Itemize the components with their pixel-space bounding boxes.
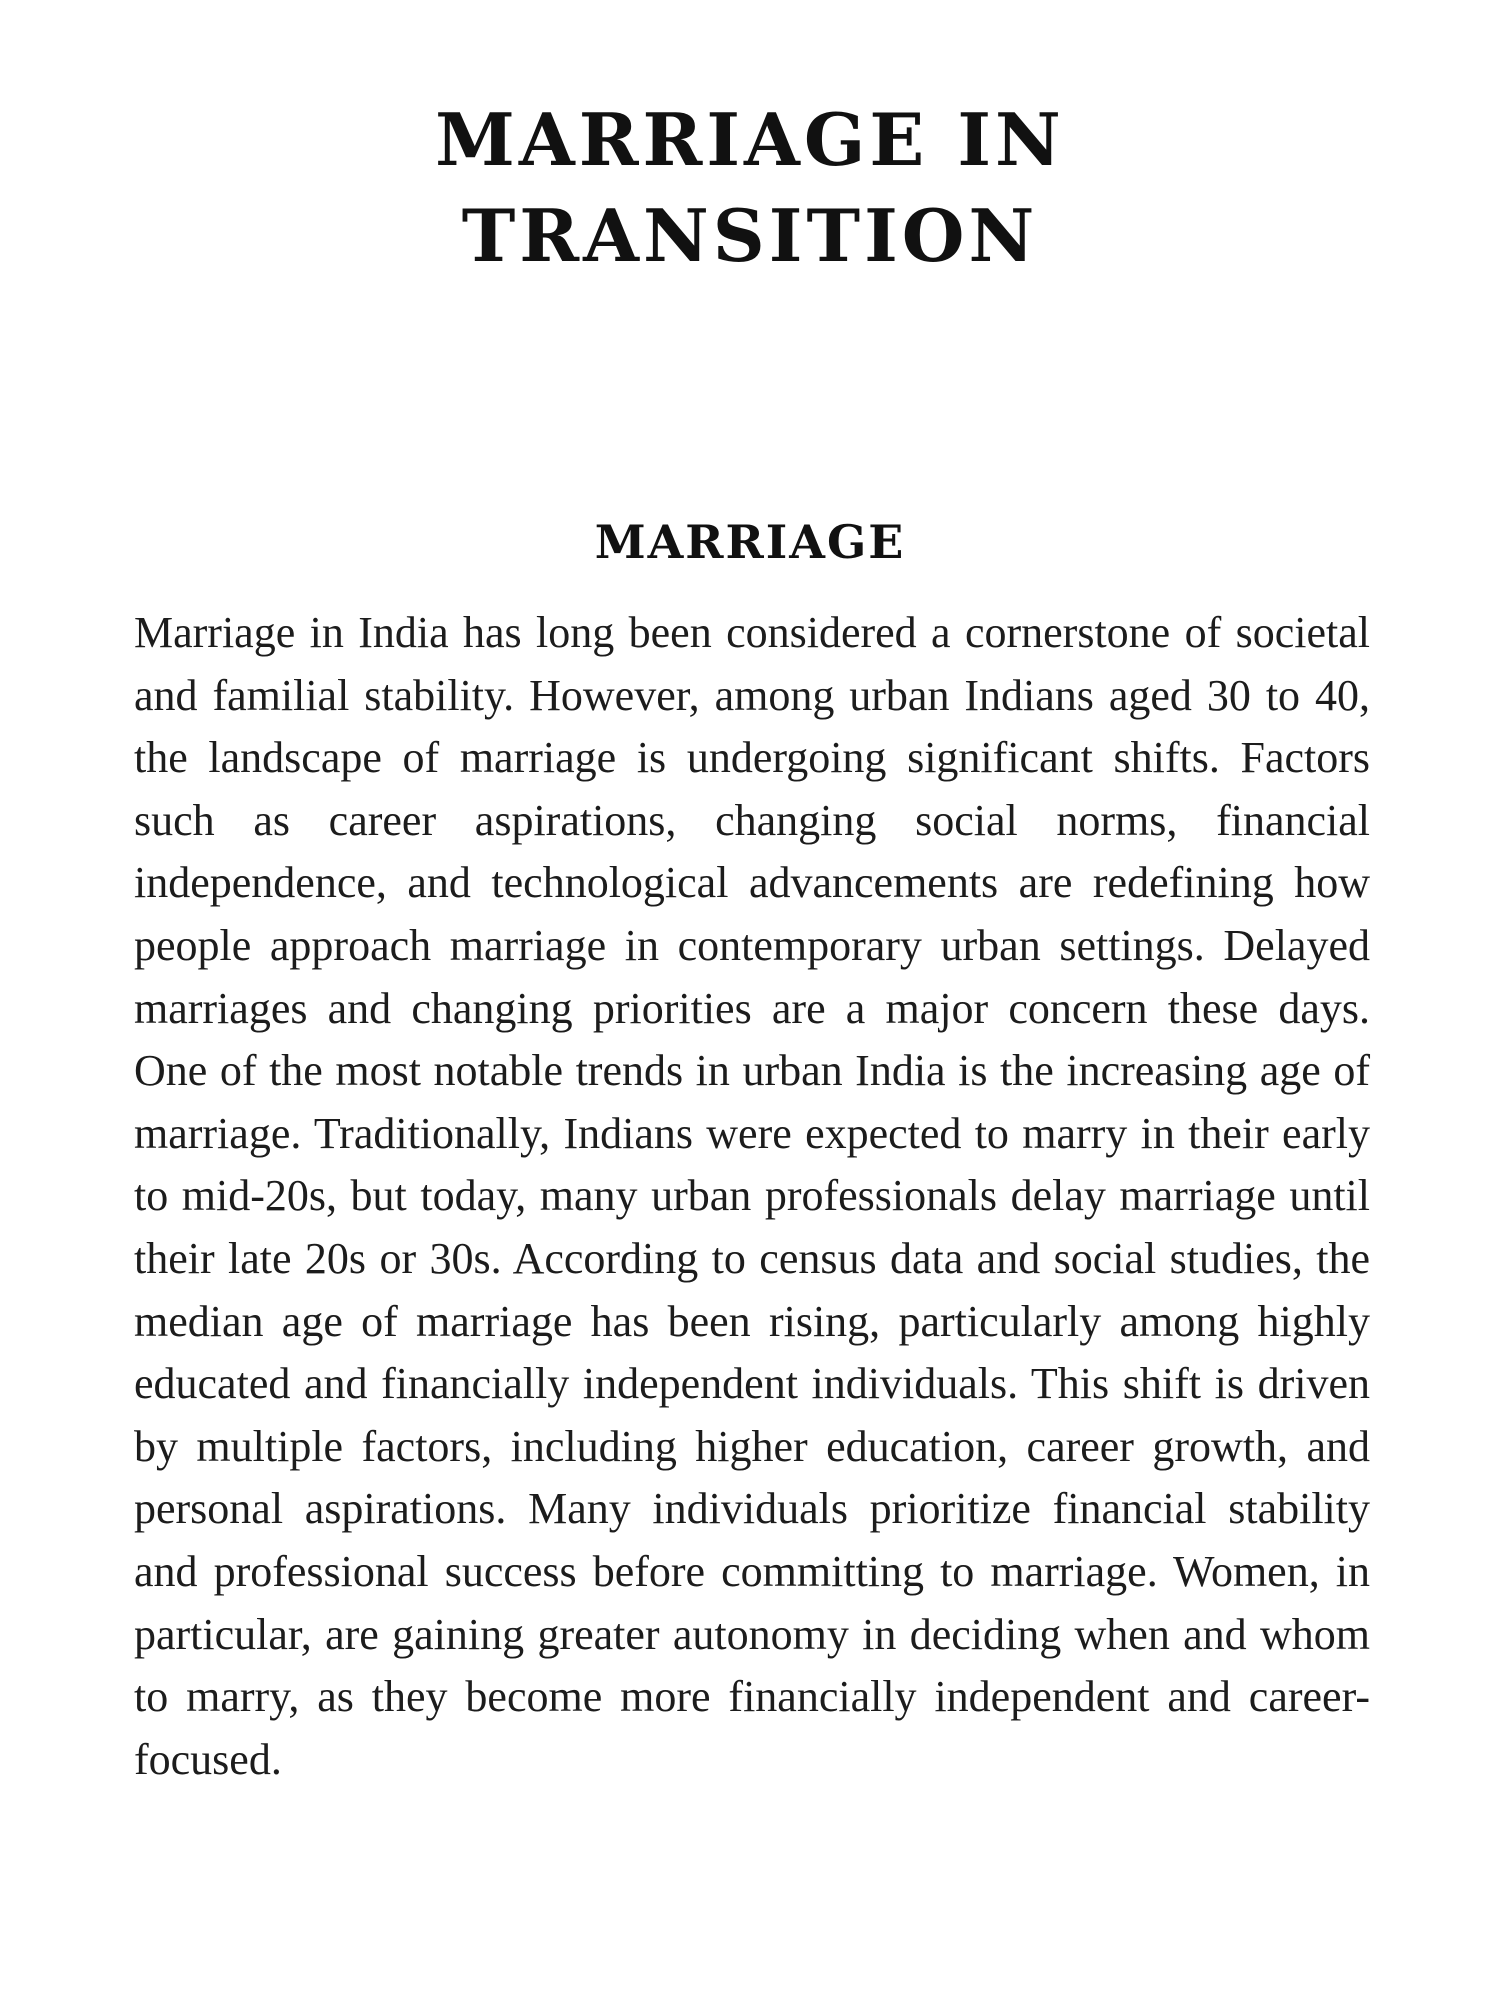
chapter-title-line-2: TRANSITION bbox=[461, 193, 1039, 278]
chapter-title bbox=[0, 92, 1500, 284]
section-heading: MARRIAGE bbox=[594, 515, 906, 569]
body-paragraph: Marriage in India has long been considered a cornerstone of societal and familial stability. However, among urban Indians aged 30 to 40, the landscape of marriage is undergoing significant shifts. Factors such as career aspirations, changing social norms, financial independence, and technological advancements are redefining how people approach marriage in contemporary urban settings. Delayed marriages and changing priorities are a major concern these days. One of the most notable trends in urban India is the increasing age of marriage. Traditionally, Indians were expected to marry in their early to mid-20s, but today, many urban professionals delay marriage until their late 20s or 30s. According to census data and social studies, the median age of marriage has been rising, particularly among highly educated and financially independent individuals. This shift is driven by multiple factors, including higher education, career growth, and personal aspirations. Many individuals prioritize financial stability and professional success before committing to marriage. Women, in particular, are gaining greater autonomy in deciding when and whom to marry, as they become more financially independent and career-focused. bbox=[134, 608, 1370, 1784]
chapter-title-line-1: MARRIAGE IN bbox=[435, 97, 1065, 182]
